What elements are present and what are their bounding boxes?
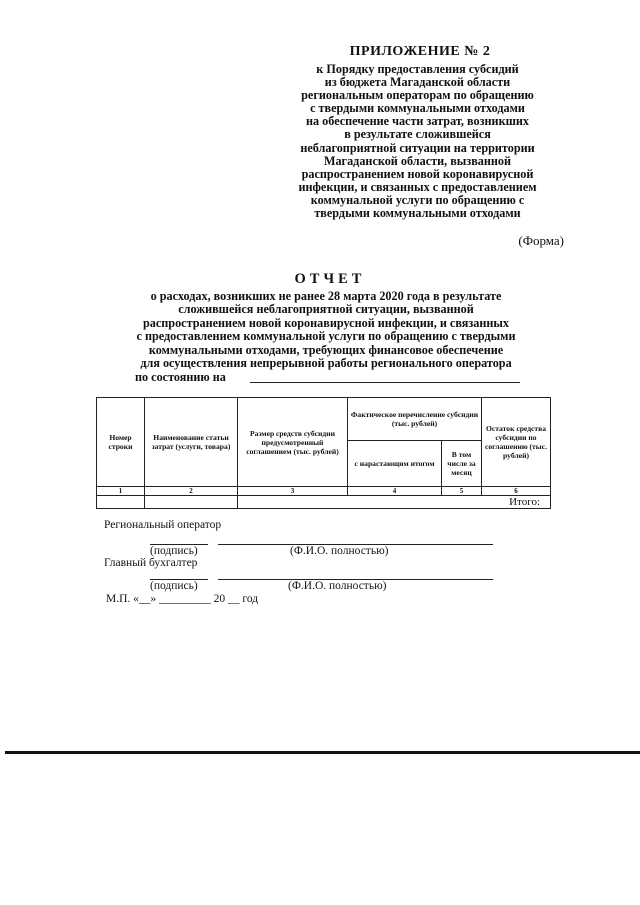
report-title: ОТЧЕТ [294,271,366,287]
header-cumulative: с нарастающим итогом [348,441,442,487]
appendix-line: региональным операторам по обращению [301,88,534,103]
report-line: коммунальными отходами, требующих финансовое обеспечение [148,342,504,357]
header-monthly: В том числе за месяц [442,441,482,487]
accountant-label: Главный бухгалтер [104,557,198,569]
page-bottom-rule [5,751,640,754]
stamp-date-line: М.П. «__» _________ 20 __ год [106,593,259,605]
appendix-line: твердыми коммунальными отходами [314,206,521,221]
report-line: о расходах, возникших не ранее 28 марта 2020 года в результате [150,289,502,303]
form-label: (Форма) [518,233,564,248]
header-row-number: Номер строки [97,398,145,487]
signature-caption: (подпись) [150,580,198,592]
table-cell[interactable] [97,496,145,509]
header-actual-transfer: Фактическое перечисление субсидии (тыс. рублей) [348,398,482,441]
column-number: 6 [482,487,551,496]
operator-label: Региональный оператор [104,519,222,531]
report-subtitle [96,290,556,370]
appendix-line: из бюджета Магаданской области [324,75,511,90]
appendix-line: инфекции, и связанных с предоставлением [298,179,537,194]
table-cell[interactable] [145,496,238,509]
column-number: 1 [97,487,145,496]
report-line: сложившейся неблагоприятной ситуации, вызванной [178,302,474,317]
column-number: 3 [238,487,348,496]
fio-caption: (Ф.И.О. полностью) [288,580,387,592]
appendix-line: распространением новой коронавирусной [301,166,534,181]
column-number: 4 [348,487,442,496]
header-remaining-subsidy: Остаток средства субсидии по соглашению (тыс. рублей) [482,398,551,487]
total-row [97,496,551,509]
appendix-subtitle [265,63,570,220]
appendix-line: к Порядку предоставления субсидий [316,62,519,76]
report-line: распространением новой коронавирусной инфекции, и связанных [143,315,509,330]
appendix-title: ПРИЛОЖЕНИЕ № 2 [349,44,491,59]
column-number: 2 [145,487,238,496]
signature-caption: (подпись) [150,545,198,557]
header-subsidy-amount: Размер средств субсидии предусмотренный соглашением (тыс. рублей) [238,398,348,487]
as-of-label: по состоянию на [135,370,226,384]
total-label: Итого: [238,496,551,509]
as-of-date-field[interactable] [250,382,520,383]
appendix-line: с твердыми коммунальными отходами [310,101,525,116]
appendix-line: коммунальной услуги по обращению с [310,192,525,207]
appendix-line: в результате сложившейся [344,127,491,142]
appendix-line: Магаданской области, вызванной [323,153,512,168]
fio-caption: (Ф.И.О. полностью) [290,545,389,557]
appendix-line: неблагоприятной ситуации на территории [300,140,535,155]
appendix-line: на обеспечение части затрат, возникших [306,114,529,129]
report-line: для осуществления непрерывной работы регионального оператора [140,356,512,371]
header-expense-item: Наименование статьи затрат (услуги, товара) [145,398,238,487]
report-table [96,397,551,509]
column-number-row [97,487,551,496]
report-line: с предоставлением коммунальной услуги по обращению с твердыми [136,329,516,344]
column-number: 5 [442,487,482,496]
